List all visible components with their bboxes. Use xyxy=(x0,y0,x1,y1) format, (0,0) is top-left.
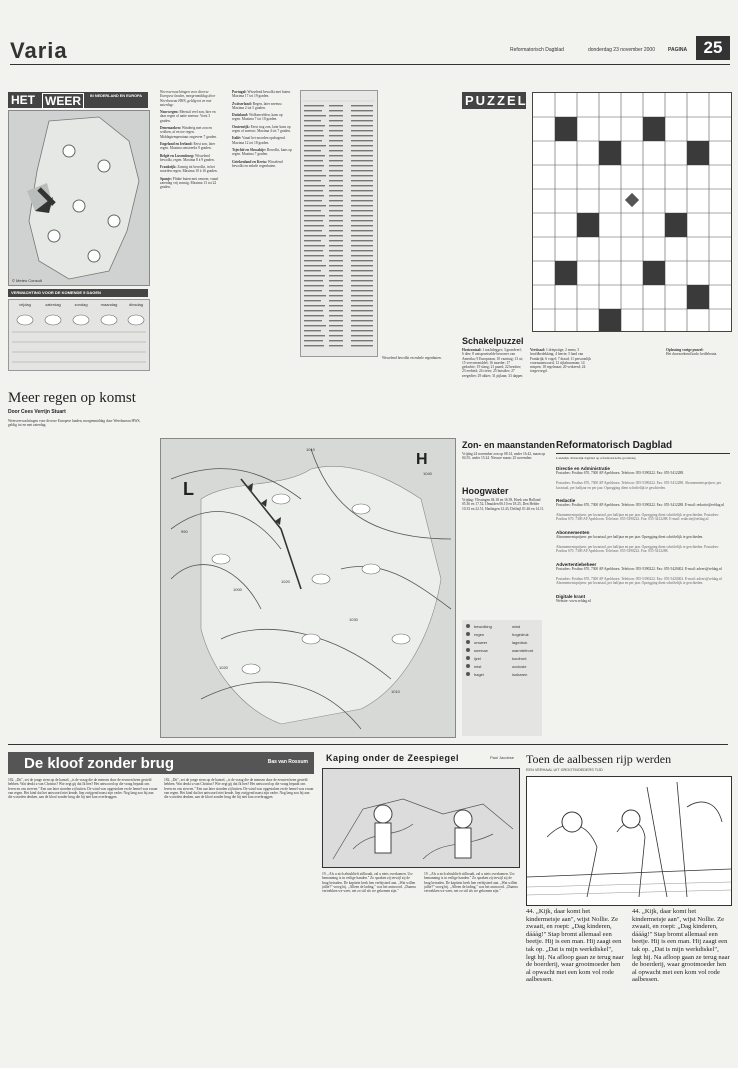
vertical-clues: 1 driepotige; 2 mens; 3 hoofdbedekking; 4 herrie; 5 land van Frankrijk; 6 vogel; 7 draad; 11 persoonlijk voornaamwoord; 12 rijksbuurman; 14 mispen; 18 regelmaat; 20 verkeerd; 24 toegevoegd. xyxy=(530,348,591,374)
feuilleton-author: Bas van Rossum xyxy=(267,759,308,765)
puzzle-solution xyxy=(666,348,730,432)
colofon-text: Website: www.refdag.nl xyxy=(556,598,591,603)
colofon-filler: Abonnementsprijzen: per kwartaal, per halfjaar en per jaar. Opzegging dient schriftelijk te geschieden. Postadres: Postbus 670, 7300 AP Apeldoorn. Telefoon: 055-5390222. Fax: 055-3412288. E-mail: redactie@refdag.nl xyxy=(556,513,719,522)
isobar-label: 1020 xyxy=(281,579,290,584)
sun-moon-text: Vrijdag 24 november zon op 08.14, onder 16.42, maan op 04.55, onder 15.24. Nieuwe maan: 25 november. xyxy=(462,452,546,461)
colofon-title: Reformatorisch Dagblad xyxy=(556,440,673,451)
weather-extra-text-body: Wisselend bewolkt en enkele regenbuien. xyxy=(382,356,442,360)
legend-item: mist xyxy=(474,664,482,669)
legend-item: regen xyxy=(474,632,485,637)
horizontal-label: Horizontaal: xyxy=(462,348,482,352)
puzzle-clues-horizontal xyxy=(462,348,524,432)
netherlands-map-graphic xyxy=(9,111,149,285)
country-name: Engeland en Ierland: xyxy=(160,141,193,146)
comic2-subtitle: EEN VERHAAL UIT GROOTMOEDERS TIJD xyxy=(526,768,603,772)
feuilleton-text: 182. „Dit", zei de jonge stem op de kansel, „is de vraag die de mensen door de eeuwen heen gesteld hebben. Wat denkt u van Christus? Wie zegt gij dat Ik ben? Het antwoord op die vraag bepaalt ons leven en ons sterven." Een uur later stonden zij buiten. De wind was opgestoken en de hemel was zwaar van regen. Het kind dat het antwoord niet kende, liep zwijgend naast zijn vader. Nog lang zou hij aan die woorden denken, aan de kloof zonder brug die hij niet kon overbruggen. xyxy=(8,778,158,800)
netherlands-weather-map xyxy=(8,110,150,286)
weather-title-weer: WEER xyxy=(42,93,84,109)
comic1-text: 19. „Als u zich alstublieft stilhoudt, zal u niets overkomen. Uw bemanning is in veilige handen." Zo spraken zij terwijl zij de brug betraden. De kapitein keek hen verbijsterd aan. „Wat willen jullie?" vroeg hij. „Alleen de lading," was het antwoord. „Daarna vertrekken we weer, net zo stil als we gekomen zijn." xyxy=(322,872,416,894)
colofon-head: Digitale krant xyxy=(556,593,586,599)
comic1-text-continued: 19. „Als u zich alstublieft stilhoudt, zal u niets overkomen. Uw bemanning is in veilige handen." Zo spraken zij terwijl zij de brug betraden. De kapitein keek hen verbijsterd aan. „Wat willen jullie?" vroeg hij. „Alleen de lading," was het antwoord. „Daarna vertrekken we weer, net zo stil als we gekomen zijn." xyxy=(424,872,518,894)
vertical-label: Verticaal: xyxy=(530,348,546,352)
country-name: Italië: xyxy=(232,136,242,141)
comic1-title: Kaping onder de Zeespiegel xyxy=(326,753,460,763)
temperature-table xyxy=(300,90,378,357)
weather-subtitle: IN NEDERLAND EN EUROPA xyxy=(90,94,143,98)
forecast-icons xyxy=(9,310,149,370)
legend-item: warmtefront xyxy=(512,648,534,653)
low-pressure-label: L xyxy=(183,479,194,499)
legend-item: hagel xyxy=(474,672,484,677)
weather-legend xyxy=(462,620,542,736)
country-text: Zonnig tot bewolkt, in het noorden regen. Maxima 10 à 16 graden. xyxy=(160,165,218,174)
country-name: Tsjechië en Slowakije: xyxy=(232,147,267,152)
section-title: Varia xyxy=(10,38,68,63)
comic2-text: 44. „Kijk, daar komt het kindermeisje aan", wijst Nollie. Ze zwaait, en roept: „Dag kinderen, dááág!" Stap bromt allemaal een beetje. Hij is een man. Hij zaagt een tak op. „Dat is mijn werkdiskel", legt hij. Na afloop gaan ze terug naar de boerderij, waar grootmoeder hen al opwacht met een kom vol rode aalbessen. xyxy=(526,908,624,984)
weather-header xyxy=(8,92,148,108)
country-text: Winderig met zon en wolken, af en toe regen. Middagtemperatuur ongeveer 7 graden. xyxy=(160,126,217,139)
legend-item: ijzel xyxy=(474,656,481,661)
country-text: Regen, later sneeuw. Maxima 2 tot 5 graden. xyxy=(232,101,283,110)
weather-article-byline: Door Cees Verrijn Stuart xyxy=(8,409,66,415)
comic1-credit: Paul Jacobse xyxy=(489,755,514,760)
country-text: Eerst zon, later regen. Maxima omstreeks 9 graden. xyxy=(160,141,216,151)
comic2-title: Toen de aalbessen rijp werden xyxy=(526,752,672,766)
header-rule xyxy=(10,64,730,65)
tide-text: Vrijdag: Vlissingen 04.18 en 16.39, Hoek van Holland 05.36 en 17.52, IJmuiden 06.10 en 18.25, Den Helder 10.33 en 22.51, Harlingen 12.43, Delfzijl 01.46 en 14.11. xyxy=(462,498,545,511)
horizontal-clues: 1 nachtlegger; 3 grondverf; 6 dier; 8 ontsproeiselde bewoner van Amerika; 9 Europeaan; 10 vaartuig; 13 ui; 15 vervoermiddel; 16 moeder; 17 gedachte; 19 slang; 21 paard; 22 bezitter; 23 eerbied; 24 rivier; 25 huisdier; 27 zeegedier; 29 akker; 31 pijlaan; 33 dapper. xyxy=(462,348,524,378)
country-text: Meestal veel zon, hier en daar regen of natte sneeuw. Vorst 3 graden. xyxy=(160,110,216,123)
colofon-body xyxy=(556,466,730,734)
isobar-label: 1030 xyxy=(349,617,358,622)
isobar-label: 1010 xyxy=(306,447,315,452)
high-pressure-label: H xyxy=(416,451,428,468)
country-text: Wolkenvelden, kans op regen. Maxima 7 tot 10 graden. xyxy=(232,113,283,122)
legend-item: lagedruk xyxy=(512,640,528,645)
legend-item: hogedruk xyxy=(512,632,529,637)
solution-label: Oplossing vorige puzzel: xyxy=(666,348,704,352)
legend-item: bewolking xyxy=(474,624,492,629)
country-text: Wisselend bewolkt en enkele regenbuien. xyxy=(232,159,283,168)
country-name: Spanje: xyxy=(160,176,172,181)
europe-map-graphic xyxy=(161,439,455,737)
map-credit: © Meteo Consult xyxy=(12,278,42,283)
forecast-header xyxy=(8,289,148,297)
legend-item: occlusie xyxy=(512,664,527,669)
forecast-day-1: vrijdag xyxy=(19,302,31,307)
comic2-text-continued: 44. „Kijk, daar komt het kindermeisje aan", wijst Nollie. Ze zwaait, en roept: „Dag kinderen, dááág!" Stap bromt allemaal een beetje. Hij is een man. Hij zaagt een tak op. „Dat is mijn werkdiskel", legt hij. Na afloop gaan ze terug naar de boerderij, waar grootmoeder hen al opwacht met een kom vol rode aalbessen. xyxy=(632,908,730,984)
feuilleton-banner xyxy=(8,752,314,774)
forecast-day-5: dinsdag xyxy=(128,302,143,307)
legend-symbols xyxy=(464,624,474,680)
country-name: Portugal: xyxy=(232,90,247,94)
colofon-filler: Postadres: Postbus 670, 7300 AP Apeldoorn. Telefoon: 055-5390222. Fax: 055-5412288. Abonnementsprijzen: per kwartaal, per halfjaar en per jaar. Opzegging dient schriftelijk te geschieden. xyxy=(556,481,722,490)
forecast-day-3: zondag xyxy=(74,302,88,307)
colofon-text: Abonnementsprijzen: per kwartaal, per halfjaar en per jaar. Opzegging dient schriftelijk te geschieden. xyxy=(556,534,704,539)
colofon-filler: Postadres: Postbus 670, 7300 AP Apeldoorn. Telefoon: 055-5390222. Fax: 055-5420402. E-mail: advert@refdag.nl Abonnementsprijzen: per kwartaal, per halfjaar en per jaar. Opzegging dient schriftelijk te geschieden. xyxy=(556,576,722,586)
crossword-grid[interactable] xyxy=(532,92,732,332)
puzzle-clues-vertical xyxy=(530,348,592,432)
colofon-subtitle: Landelijk christelijk dagblad op reformatorische grondslag xyxy=(556,456,636,460)
colofon-head: Redactie xyxy=(556,497,576,503)
country-text: Wisselend bewolkt, regen. Maxima 8 à 9 graden. xyxy=(160,153,215,162)
europe-weather-map xyxy=(160,438,456,738)
isobar-label: 1000 xyxy=(233,587,242,592)
country-name: Denemarken: xyxy=(160,126,181,131)
comic1-drawing xyxy=(323,769,519,867)
five-day-forecast xyxy=(8,299,150,371)
isobar-label: 1010 xyxy=(391,689,400,694)
weather-article-body xyxy=(8,419,148,719)
comic2-drawing xyxy=(527,777,731,905)
country-name: Frankrijk: xyxy=(160,165,177,170)
colofon-rule xyxy=(556,453,730,454)
weather-article-heading: Meer regen op komst xyxy=(8,390,136,406)
publication-name: Reformatorisch Dagblad xyxy=(510,47,564,53)
feuilleton-column-1 xyxy=(8,778,158,1062)
forecast-day-4: maandag xyxy=(100,302,118,307)
europe-forecast-column-2 xyxy=(232,90,292,430)
country-name: Oostenrijk: xyxy=(232,124,250,129)
colofon-text: Postadres: Postbus 670, 7300 AP Apeldoorn. Telefoon: 055-5390222. Fax: 055-5420402. E-mail: advert@refdag.nl xyxy=(556,566,722,571)
comic2-panel xyxy=(526,776,732,906)
legend-item: sneeuw xyxy=(474,648,488,653)
europe-forecast-column-1 xyxy=(160,90,220,430)
colofon-head: Abonnementen xyxy=(556,529,590,535)
europe-intro: Weersverwachtingen voor diverse Europese landen, morgenmiddag door Weerbureau HWS, geldig tot en met zaterdag: xyxy=(160,90,216,107)
country-name: Griekenland en Kreta: xyxy=(232,159,267,164)
country-text: Flinke buien met onweer, vanaf zaterdag vrij zonnig. Maxima 13 tot 22 graden. xyxy=(160,176,219,190)
country-name: Duitsland: xyxy=(232,113,249,118)
solution-text: Het doorzoekend kado: kedlebouta. xyxy=(666,352,718,357)
puzzle-name: Schakelpuzzel xyxy=(462,336,524,346)
colofon-head: Directie en Administratie xyxy=(556,466,610,471)
weather-article-text: Weersverwachtingen voor diverse Europese landen, morgenmiddag door Weerbureau HWS, geldig tot en met zaterdag: xyxy=(8,419,141,428)
country-text: Vanaf het noorden opdrogend. Maxima 12 tot 18 graden. xyxy=(232,136,286,145)
legend-item: wind xyxy=(512,624,521,629)
legend-item: isobaren xyxy=(512,672,528,677)
puzzle-title: PUZZEL xyxy=(465,93,528,108)
comic1-text-col2 xyxy=(424,872,518,1062)
crossword-grid-lines xyxy=(533,93,731,331)
isobar-label: 1020 xyxy=(219,665,228,670)
page-number: 25 xyxy=(696,36,730,60)
country-name: Noorwegen: xyxy=(160,110,179,115)
legend-item: koufront xyxy=(512,656,527,661)
colofon-head: Advertentiebeheer xyxy=(556,561,597,567)
comic1-panel xyxy=(322,768,520,868)
isobar-label: 1040 xyxy=(423,471,432,476)
page-label: PAGINA xyxy=(668,47,688,53)
sun-moon-title: Zon- en maanstanden xyxy=(462,440,556,450)
isobar-label: 990 xyxy=(181,529,188,534)
legend-item: onweer xyxy=(474,640,488,645)
comic1-text-col1 xyxy=(322,872,416,1062)
country-name: Zwitserland: xyxy=(232,101,252,106)
comic2-text-col2 xyxy=(632,908,730,1062)
comic2-text-col1 xyxy=(526,908,624,1062)
colofon-text: Postadres: Postbus 670, 7300 AP Apeldoorn. Telefoon: 055-5390222. Fax: 055-3412288. E-mail: redactie@refdag.nl xyxy=(556,502,725,507)
country-text: Wisselend bewolkt met buien. Maxima 17 tot 19 graden. xyxy=(232,90,291,99)
colofon-text: Postadres: Postbus 670, 7300 AP Apeldoorn. Telefoon: 055-5390222. Fax: 055-5412288. xyxy=(556,471,685,475)
temperature-table-rows xyxy=(301,91,377,356)
feuilleton-title: De kloof zonder brug xyxy=(24,755,174,772)
country-text: Eerst nog zon, later kans op regen of sneeuw. Maxima 4 tot 7 graden. xyxy=(232,124,291,134)
feuilleton-text-continued: 182. „Dit", zei de jonge stem op de kansel, „is de vraag die de mensen door de eeuwen heen gesteld hebben. Wat denkt u van Christus? Wie zegt gij dat Ik ben? Het antwoord op die vraag bepaalt ons leven en ons sterven." Een uur later stonden zij buiten. De wind was opgestoken en de hemel was zwaar van regen. Het kind dat het antwoord niet kende, liep zwijgend naast zijn vader. Nog lang zou hij aan die woorden denken, aan de kloof zonder brug die hij niet kon overbruggen. xyxy=(164,778,314,800)
weather-extra-text xyxy=(382,356,454,436)
forecast-title: VERWACHTING VOOR DE KOMENDE 5 DAGEN xyxy=(11,290,101,295)
forecast-day-2: zaterdag xyxy=(45,302,61,307)
page-date: donderdag 23 november 2000 xyxy=(588,47,655,53)
bottom-rule xyxy=(8,744,728,745)
feuilleton-column-2 xyxy=(164,778,314,1062)
comic1-header xyxy=(322,752,518,766)
weather-title-het: HET xyxy=(11,93,35,107)
tide-title: Hoogwater xyxy=(462,486,509,496)
country-text: Bewolkt, kans op regen. Maxima 7 graden. xyxy=(232,147,292,157)
country-name: België en Luxemburg: xyxy=(160,153,195,158)
colofon-filler: Abonnementsprijzen: per kwartaal, per halfjaar en per jaar. Opzegging dient schriftelijk te geschieden. Postadres: Postbus 670, 7300 AP Apeldoorn. Telefoon: 055-5390222. Fax: 055-5412288. xyxy=(556,545,719,554)
puzzle-header xyxy=(462,92,526,109)
